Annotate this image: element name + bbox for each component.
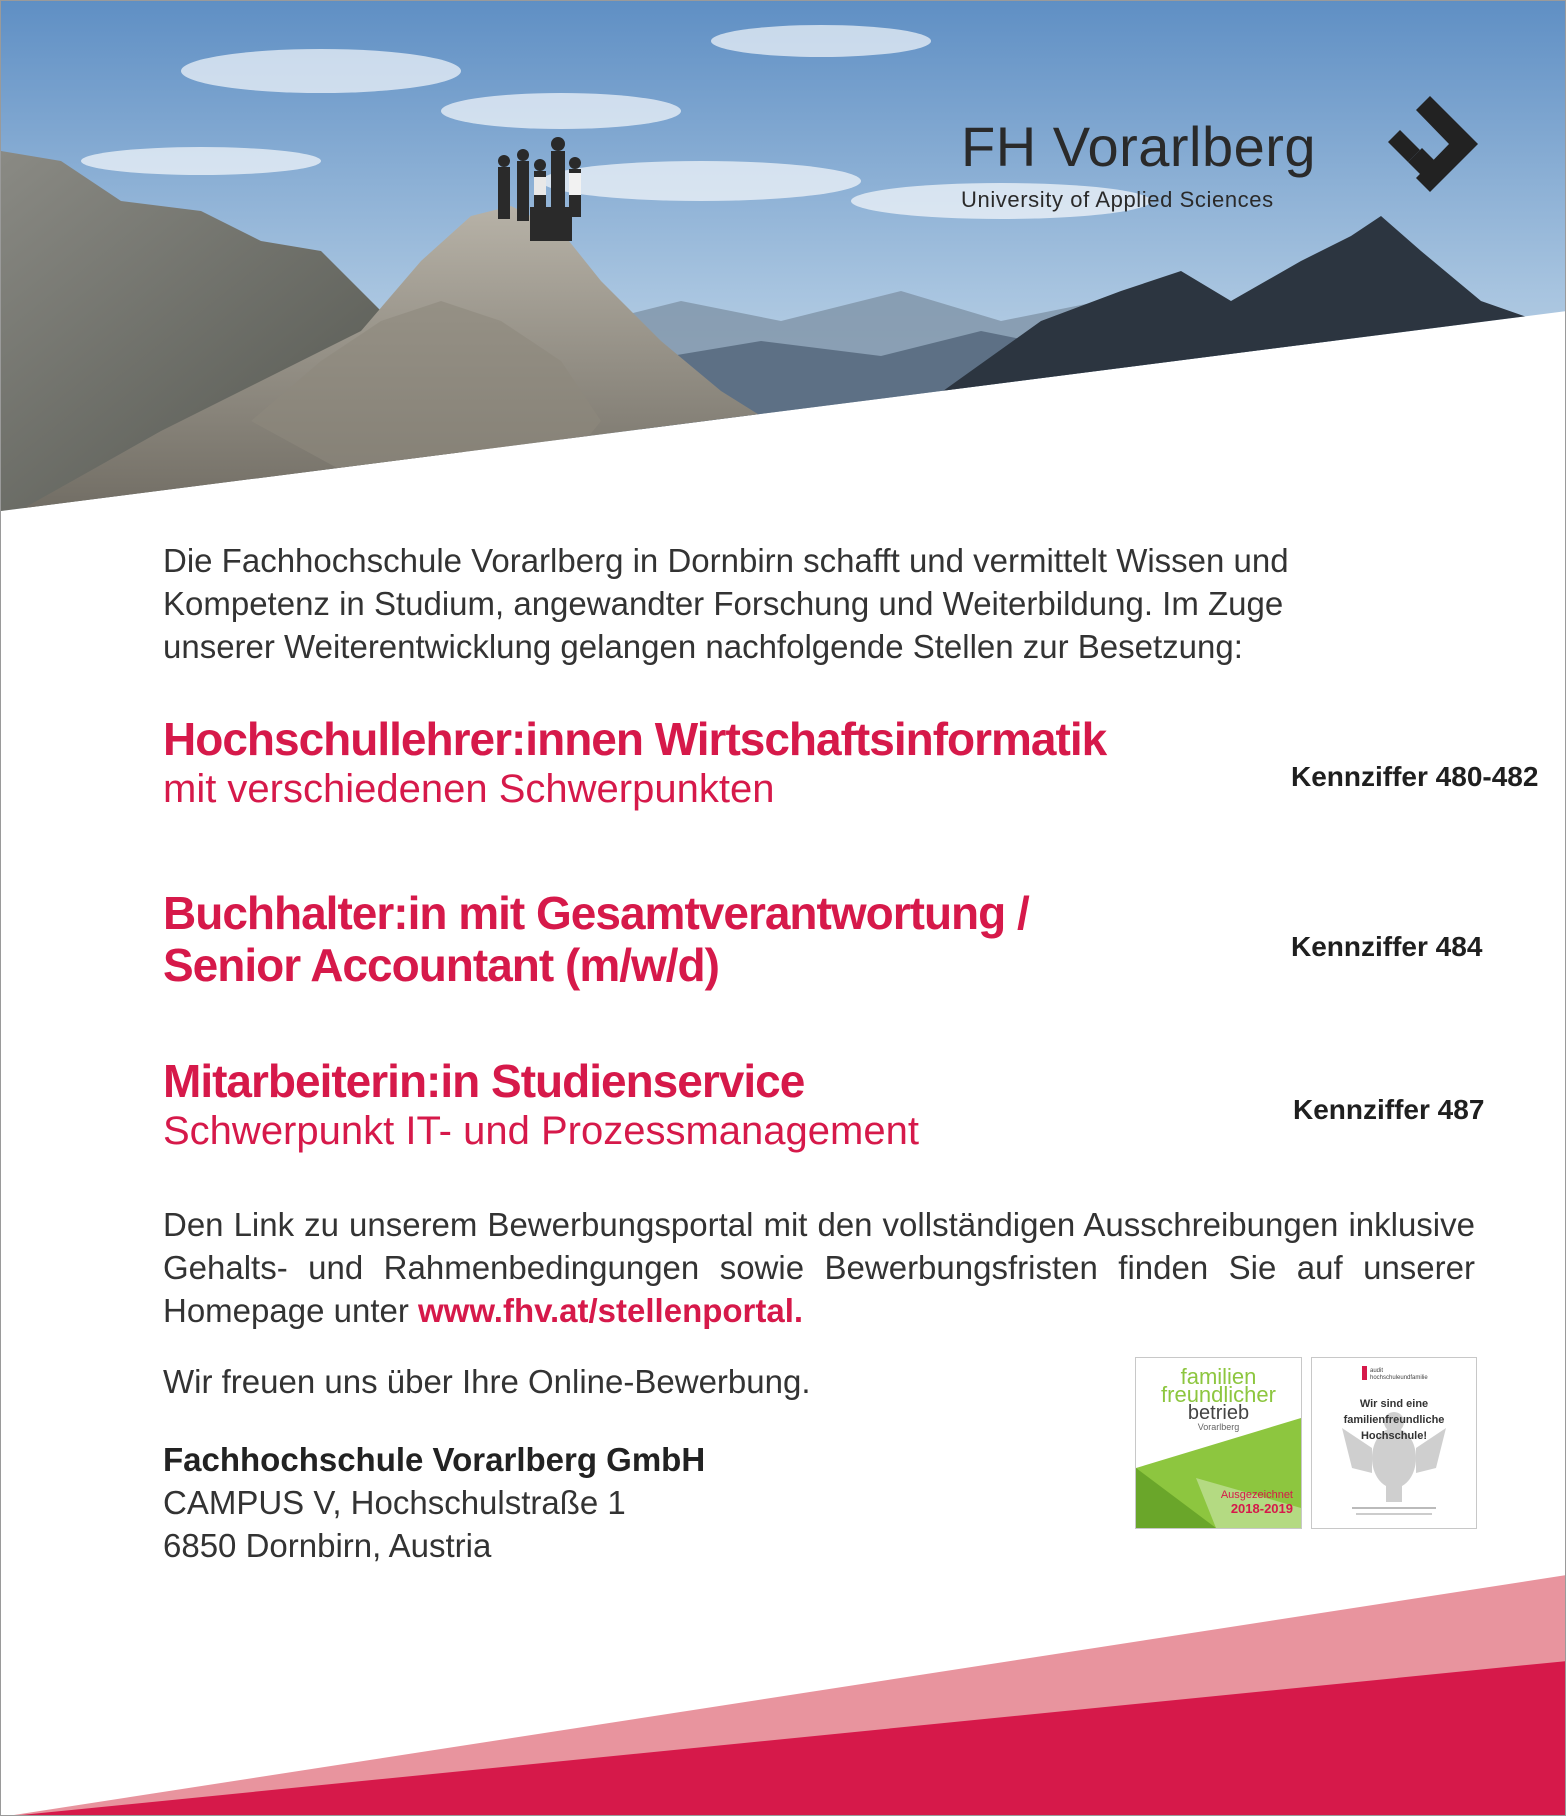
organization-name: Fachhochschule Vorarlberg GmbH bbox=[163, 1441, 706, 1478]
job-title-line1: Buchhalter:in mit Gesamtverantwortung / bbox=[163, 887, 1029, 939]
badge-line3: betrieb bbox=[1187, 1402, 1250, 1424]
bottom-diagonal-stripes bbox=[1, 1561, 1566, 1816]
job-title: Hochschullehrer:innen Wirtschaftsinformatik bbox=[163, 713, 1107, 765]
audit-header-line2: hochschuleundfamilie bbox=[1370, 1375, 1428, 1381]
badge-award bbox=[1221, 1488, 1293, 1516]
logo-tagline: University of Applied Sciences bbox=[961, 187, 1274, 212]
job-subtitle: mit verschiedenen Schwerpunkten bbox=[163, 767, 775, 811]
audit-header-line1: audit bbox=[1370, 1368, 1384, 1374]
badge-text-line2: familienfreundliche bbox=[1343, 1414, 1445, 1426]
badge-sub: Vorarlberg bbox=[1197, 1422, 1240, 1432]
closing-text: Wir freuen uns über Ihre Online-Bewerbung. bbox=[163, 1363, 811, 1400]
badge-wordmark bbox=[1136, 1364, 1301, 1432]
badge-text-line3: Hochschule! bbox=[1360, 1430, 1427, 1442]
job-code: Kennziffer 484 bbox=[1291, 931, 1483, 962]
logo-name: FH Vorarlberg bbox=[961, 115, 1317, 178]
badge-line2: freundlicher bbox=[1161, 1382, 1276, 1407]
logo bbox=[961, 115, 1317, 213]
application-info bbox=[163, 1203, 1475, 1332]
badge-awarded: Ausgezeichnet bbox=[1220, 1489, 1293, 1501]
university-badge-text bbox=[1312, 1396, 1476, 1444]
address-city: 6850 Dornbirn, Austria bbox=[163, 1527, 492, 1564]
mountain-hero-photo bbox=[1, 1, 1566, 521]
application-portal-link[interactable]: www.fhv.at/stellenportal. bbox=[418, 1292, 804, 1329]
address-block bbox=[163, 1438, 705, 1567]
job-code: Kennziffer 480-482 bbox=[1291, 761, 1539, 792]
family-friendly-company-badge bbox=[1135, 1357, 1302, 1529]
address-street: CAMPUS V, Hochschulstraße 1 bbox=[163, 1484, 626, 1521]
job-code: Kennziffer 487 bbox=[1293, 1094, 1485, 1125]
badge-years: 2018-2019 bbox=[1230, 1501, 1293, 1516]
job-listing bbox=[163, 887, 1263, 991]
badge-text-line1: Wir sind eine bbox=[1359, 1398, 1429, 1410]
job-listing bbox=[163, 713, 1263, 813]
job-listing bbox=[163, 1055, 1263, 1155]
job-title: Mitarbeiterin:in Studienservice bbox=[163, 1055, 805, 1107]
intro-text: Die Fachhochschule Vorarlberg in Dornbirn schafft und vermittelt Wissen und Kompetenz in Studium, angewandter Forschung und Weiterbildung. Im Zuge unserer Weiterentwicklung gelangen nachfolgende Stellen zur Besetzung: bbox=[163, 542, 1289, 665]
badge-line1: familien bbox=[1180, 1364, 1257, 1389]
job-title-line2: Senior Accountant (m/w/d) bbox=[163, 939, 719, 991]
job-subtitle: Schwerpunkt IT- und Prozessmanagement bbox=[163, 1109, 919, 1153]
logo-mark-icon bbox=[1386, 96, 1478, 198]
application-text: Den Link zu unserem Bewerbungsportal mit den vollständigen Ausschreibungen inklusive Gehalts- und Rahmenbedingungen sowie Bewerbungsfristen finden Sie auf unserer Homepage unter bbox=[163, 1206, 1475, 1329]
family-friendly-university-badge bbox=[1311, 1357, 1477, 1529]
